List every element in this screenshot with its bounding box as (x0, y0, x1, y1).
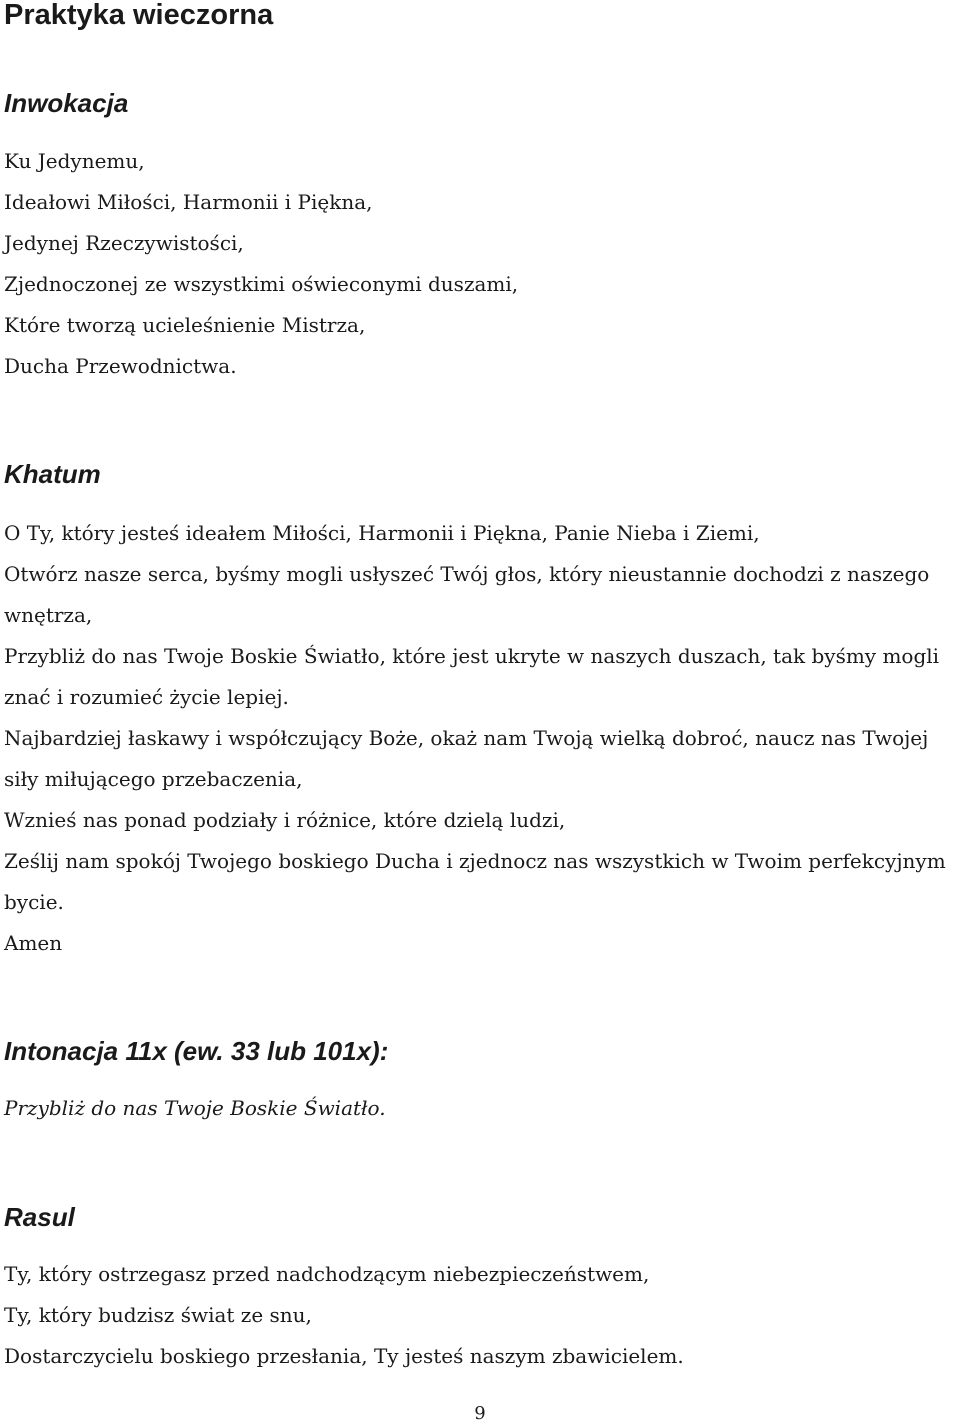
text-line: Ku Jedynemu, (4, 149, 145, 173)
section-heading-intonacja: Intonacja 11x (ew. 33 lub 101x): (4, 1036, 389, 1066)
inwokacja-text (4, 141, 956, 387)
khatum-text (4, 513, 956, 964)
text-line: Dostarczycielu boskiego przesłania, Ty jesteś naszym zbawicielem. (4, 1344, 684, 1368)
text-line: Które tworzą ucieleśnienie Mistrza, (4, 313, 366, 337)
text-line: Amen (4, 931, 63, 955)
rasul-text (4, 1254, 956, 1377)
text-line: Wznieś nas ponad podziały i różnice, które dzielą ludzi, (4, 808, 566, 832)
text-line: Przybliż do nas Twoje Boskie Światło. (4, 1096, 386, 1120)
text-paragraph: Przybliż do nas Twoje Boskie Światło, które jest ukryte w naszych duszach, tak byśmy mogli znać i rozumieć życie lepiej. (4, 644, 940, 709)
section-heading-rasul: Rasul (4, 1202, 75, 1232)
text-paragraph: Ześlij nam spokój Twojego boskiego Ducha i zjednocz nas wszystkich w Twoim perfekcyjnym bycie. (4, 849, 946, 914)
text-line: Jedynej Rzeczywistości, (4, 231, 244, 255)
text-line: Ideałowi Miłości, Harmonii i Piękna, (4, 190, 373, 214)
page-title: Praktyka wieczorna (4, 0, 274, 31)
text-paragraph: Najbardziej łaskawy i współczujący Boże, okaż nam Twoją wielką dobroć, naucz nas Twojej siły miłującego przebaczenia, (4, 726, 929, 791)
text-line: Ty, który ostrzegasz przed nadchodzącym niebezpieczeństwem, (4, 1262, 650, 1286)
page-number: 9 (474, 1403, 486, 1424)
text-paragraph: Otwórz nasze serca, byśmy mogli usłyszeć Twój głos, który nieustannie dochodzi z naszego wnętrza, (4, 562, 930, 627)
text-line: O Ty, który jesteś ideałem Miłości, Harmonii i Piękna, Panie Nieba i Ziemi, (4, 521, 760, 545)
text-line: Zjednoczonej ze wszystkimi oświeconymi duszami, (4, 272, 519, 296)
section-heading-inwokacja: Inwokacja (4, 88, 129, 118)
text-line: Ducha Przewodnictwa. (4, 354, 237, 378)
section-heading-khatum: Khatum (4, 459, 101, 489)
text-line: Ty, który budzisz świat ze snu, (4, 1303, 312, 1327)
intonacja-text (4, 1088, 956, 1129)
